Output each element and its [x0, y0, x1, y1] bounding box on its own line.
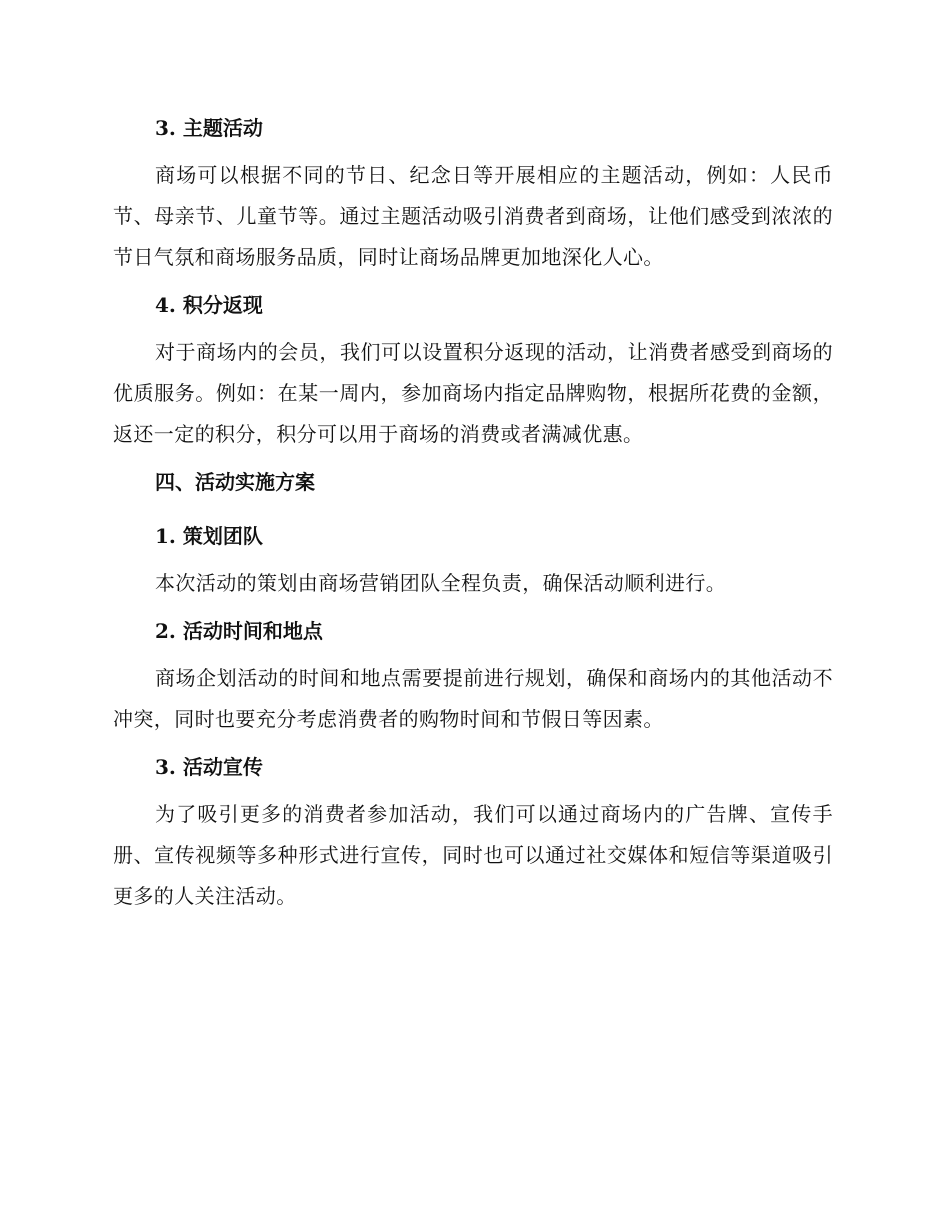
para-time-location: 商场企划活动的时间和地点需要提前进行规划，确保和商场内的其他活动不冲突，同时也要充分考虑消费者的购物时间和节假日等因素。	[113, 666, 833, 731]
heading-theme-activity: 3. 主题活动	[155, 116, 263, 140]
para-promotion: 为了吸引更多的消费者参加活动，我们可以通过商场内的广告牌、宣传手册、宣传视频等多种形式进行宣传，同时也可以通过社交媒体和短信等渠道吸引更多的人关注活动。	[113, 802, 833, 908]
heading-time-location: 2. 活动时间和地点	[155, 619, 323, 643]
heading-section-four: 四、活动实施方案	[155, 470, 315, 494]
heading-promotion: 3. 活动宣传	[155, 755, 263, 779]
heading-planning-team: 1. 策划团队	[155, 524, 263, 548]
para-planning-team: 本次活动的策划由商场营销团队全程负责，确保活动顺利进行。	[155, 571, 727, 595]
para-theme-activity: 商场可以根据不同的节日、纪念日等开展相应的主题活动，例如：人民币节、母亲节、儿童节等。通过主题活动吸引消费者到商场，让他们感受到浓浓的节日气氛和商场服务品质，同时让商场品牌更加地深化人心。	[113, 163, 833, 269]
heading-points-cashback: 4. 积分返现	[155, 293, 263, 317]
para-points-cashback: 对于商场内的会员，我们可以设置积分返现的活动，让消费者感受到商场的优质服务。例如：在某一周内，参加商场内指定品牌购物，根据所花费的金额，返还一定的积分，积分可以用于商场的消费或者满减优惠。	[113, 340, 833, 446]
document-body	[113, 110, 833, 917]
